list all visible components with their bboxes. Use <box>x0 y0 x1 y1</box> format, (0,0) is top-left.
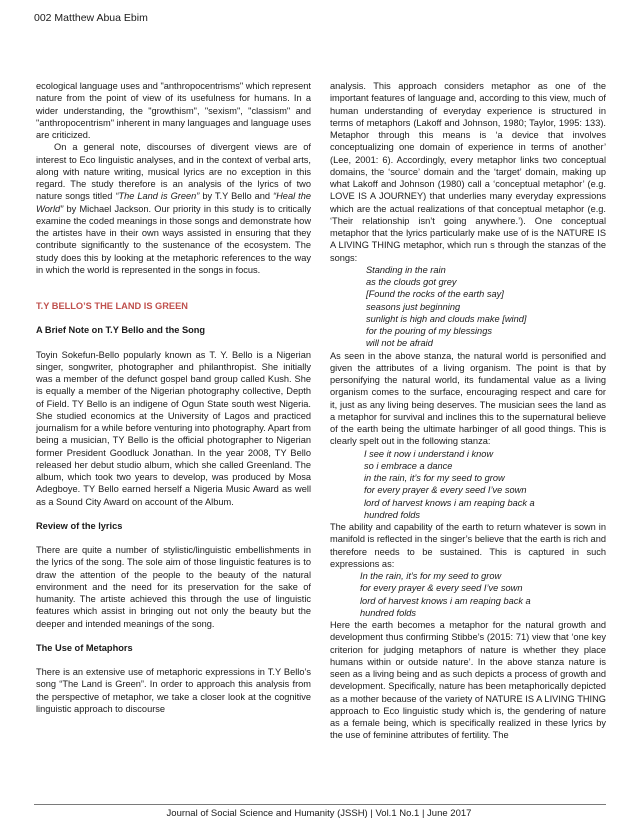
paragraph-review: There are quite a number of stylistic/linguistic embellishments in the lyrics of the song. The sole aim of those linguistic features is to draw the attention of the people to the beauty of the natural environment and the need for its preservation for the sake of humanity. The artiste achieved this through the use of linguistic features which assist in bringing out not only the beauty but the deeper and intended meanings of the song. <box>36 545 311 629</box>
lyric-line: will not be afraid <box>366 338 433 349</box>
text-run: by Michael Jackson. Our priority in this study is to critically examine the coded meanings in those songs and demonstrate how the artistes have in their own ways assisted in ensuring that they contribute significantly to the sustenance of the ecosystem. The study does this by looking at the metaphoric references to the way in which the world is represented in the songs in focus. <box>36 203 311 275</box>
page-footer: Journal of Social Science and Humanity (JSSH) | Vol.1 No.1 | June 2017 <box>166 808 472 819</box>
text-run: by T.Y Bello and <box>199 191 274 202</box>
lyric-line: for every prayer & every seed I’ve sown <box>360 583 523 594</box>
page-header: 002 Matthew Abua Ebim <box>34 12 148 24</box>
lyric-line: as the clouds got grey <box>366 277 457 287</box>
paragraph-biography: Toyin Sokefun-Bello popularly known as T. Y. Bello is a Nigerian singer, songwriter, photographer and philanthropist. She initially was a member of the defunct gospel band group called Kush. She is equally a member of the Nigerian photography collective, Depth of Field. TY Bello is an indigene of Ogun State south west Nigeria. She studied economics at the University of Lagos and practiced journalism for a while before venturing into photography. Apart from being a musician, TY Bello is the official photographer to Nigerian former President Goodluck Jonathan. In the year 2008, TY Bello released her debut studio album, which she called Greenland. The album, which took two years to develop, was produced by Mosa Adegboye. TY Bello earned herself a Nigeria Music Award as well as a Sound City Award on account of the Album. <box>36 349 311 507</box>
paragraph-earth-metaphor: Here the earth becomes a metaphor for the natural growth and development thus confirming Stibbe’s (2015: 71) view that ‘one key criterion for judging metaphors of nature is whether they place humans within or outside nature’. In the above stanza nature is seen as a living being and as such depicts a process of growth and development. Specifically, nature has been metaphorically depicted as a mother because of the variety of NATURE IS A LIVING THING approach to Eco linguistic study which is, the gendering of nature as a female being, which is specifically realized in these lyrics by the use of feminine attributes of fertility. The <box>330 620 606 741</box>
lyrics-stanza-1 <box>330 264 606 350</box>
lyric-line: I see it now i understand i know <box>364 448 494 459</box>
lyric-line: seasons just beginning <box>366 301 461 312</box>
subheading-brief-note: A Brief Note on T.Y Bello and the Song <box>36 325 206 336</box>
text-run: On a general note, discourses of divergent views are of interest to Eco linguistic analyses, and in the context of verbal arts, along with nature writing, musical lyrics are no exception in this regard. The study therefore is an analysis of the lyrics of two nature songs titled <box>36 142 311 202</box>
lyric-line: in the rain, it’s for my seed to grow <box>364 473 505 483</box>
lyric-line: hundred folds <box>360 607 417 618</box>
paragraph-study-aim <box>36 141 311 276</box>
right-column <box>330 80 606 742</box>
paragraph-cognitive-approach: analysis. This approach considers metaphor as one of the important features of language and, according to this view, much of human understanding of everyday experience is structured in terms of metaphors (Lakoff and Johnson, 1980; Taylor, 1995: 133). Metaphor through this means is ‘a device that involves conceptualizing one domain of experience in terms of another’ (Lee, 2001: 6). Accordingly, every metaphor links two conceptual domains, the ‘source’ domain and the ‘target’ domain, making up what Lakoff and Johnson (1980) call a ‘conceptual metaphor’ (e.g. LOVE IS A JOURNEY) that underlies many everyday expressions which are the actual realizations of that conceptual metaphor (e.g. ‘Their relationship isn’t going anywhere.’). One conceptual metaphor that the lyrics particularly make use of is the NATURE IS A LIVING THING metaphor, which run s through the stanzas of the songs: <box>330 81 606 263</box>
paragraph-metaphors: There is an extensive use of metaphoric expressions in T.Y Bello’s song “The Land is Green”. In order to approach this analysis from the perspective of metaphor, we take a closer look at the cognitive linguistic approach to discourse <box>36 667 311 714</box>
song-title-land-is-green: “The Land is Green” <box>115 191 200 202</box>
footer-divider <box>34 804 606 805</box>
lyric-line: lord of harvest knows i am reaping back a <box>364 497 535 508</box>
song-title-heal-the-world: “Heal the World” <box>36 191 311 214</box>
lyric-line: In the rain, it’s for my seed to grow <box>360 571 502 581</box>
lyric-line: for the pouring of my blessings <box>366 326 492 336</box>
subheading-metaphors: The Use of Metaphors <box>36 642 133 653</box>
lyric-line: lord of harvest knows i am reaping back a <box>360 595 531 606</box>
paragraph-intro: ecological language uses and "anthropocentrisms" which represent nature from the point of view of its usefulness for humans. In a wider understanding, the "growthism", "sexism", "classism" and "anthropocentrism" inherent in many languages and language uses are criticized. <box>36 81 311 140</box>
left-column <box>36 80 311 715</box>
lyric-line: Standing in the rain <box>366 264 446 275</box>
lyric-line: [Found the rocks of the earth say] <box>366 289 504 300</box>
subheading-review: Review of the lyrics <box>36 520 123 531</box>
lyric-line: for every prayer & every seed I’ve sown <box>364 485 527 496</box>
lyric-line: sunlight is high and clouds make [wind] <box>366 313 527 324</box>
lyrics-stanza-2 <box>330 448 606 522</box>
paragraph-earth-ability: The ability and capability of the earth to return whatever is sown in manifold is reflected in the singer’s believe that the earth is rich and therefore needs to be sustained. This is captured in such expressions as: <box>330 522 606 569</box>
lyrics-stanza-3 <box>330 570 606 619</box>
paragraph-personification: As seen in the above stanza, the natural world is personified and given the attributes of a living organism. The point is that by personifying the natural world, its fundamental value as a living organism comes to the surface, encouraging respect and care for it, just as any living being deserves. The musician sees the land as a metaphor for survival and inclines this to the supernatural believe of the earth being the ultimate harbinger of all good things. This is clearly spelt out in the following stanza: <box>330 350 606 447</box>
section-heading: T.Y BELLO’S THE LAND IS GREEN <box>36 301 188 311</box>
lyric-line: hundred folds <box>364 509 421 520</box>
lyric-line: so i embrace a dance <box>364 460 453 471</box>
